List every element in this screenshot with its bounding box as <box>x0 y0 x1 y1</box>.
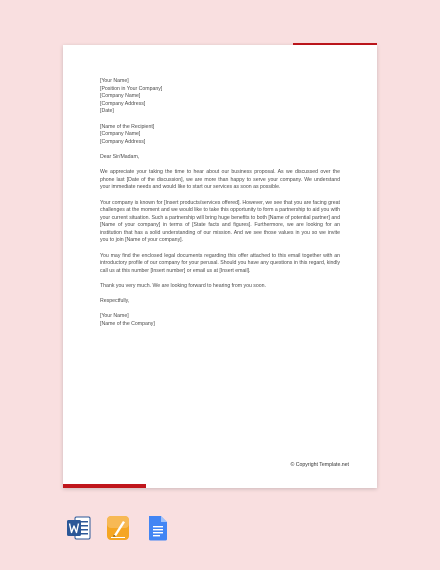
recipient-block <box>100 124 340 147</box>
sender-line: [Company Address] <box>100 100 146 107</box>
sender-line: [Position in Your Company] <box>100 85 163 92</box>
signature-block <box>100 313 340 328</box>
letter-document <box>63 45 377 488</box>
closing: Respectfully, <box>100 298 130 305</box>
signature-line: [Name of the Company] <box>100 321 155 327</box>
sender-line: [Your Name] <box>100 78 129 84</box>
google-docs-icon[interactable] <box>146 515 170 541</box>
body-paragraph: Thank you very much. We are looking forward to hearing from you soon. <box>100 283 266 290</box>
salutation: Dear Sir/Madam, <box>100 153 140 160</box>
word-icon[interactable] <box>67 515 91 541</box>
sender-block <box>100 78 340 116</box>
sender-line: [Company Name] <box>100 93 141 100</box>
recipient-line: [Company Name] <box>100 131 141 138</box>
body-paragraph: You may find the enclosed legal documents regarding this offer attached to this email together with an introductory profile of our company for your perusal. Should you have any questions in this regard, kindly call us at this number [Insert number] or email us at [Insert email]. <box>100 252 340 274</box>
copyright-text: © Copyright Template.net <box>290 462 349 468</box>
recipient-line: [Company Address] <box>100 138 146 145</box>
body-paragraph: Your company is known for [Insert products/services offered]. However, we see that you are facing great challenges at the moment and we would like to take this opportunity to form a partnership to aid you with your current situation. Such a partnership will bring huge benefits to both [Name of potential partner] and [Name of your company] in terms of [State facts and figures]. Furthermore, we are looking for an institution that has a solid understanding of our mission. And we see those values in you so we invite you to join [Name of your company]. <box>100 199 340 244</box>
pages-icon[interactable] <box>106 515 130 541</box>
recipient-line: [Name of the Recipient] <box>100 123 155 130</box>
letter-content <box>100 78 340 336</box>
signature-line: [Your Name] <box>100 313 129 320</box>
body-paragraph: We appreciate your taking the time to hear about our business proposal. As we discussed over the phone last [Date of the discussion], we are more than happy to serve your company. We understand your immediate needs and would like to start our services as soon as possible. <box>100 169 340 191</box>
bottom-accent-bar <box>63 484 146 488</box>
sender-line: [Date] <box>100 108 114 115</box>
